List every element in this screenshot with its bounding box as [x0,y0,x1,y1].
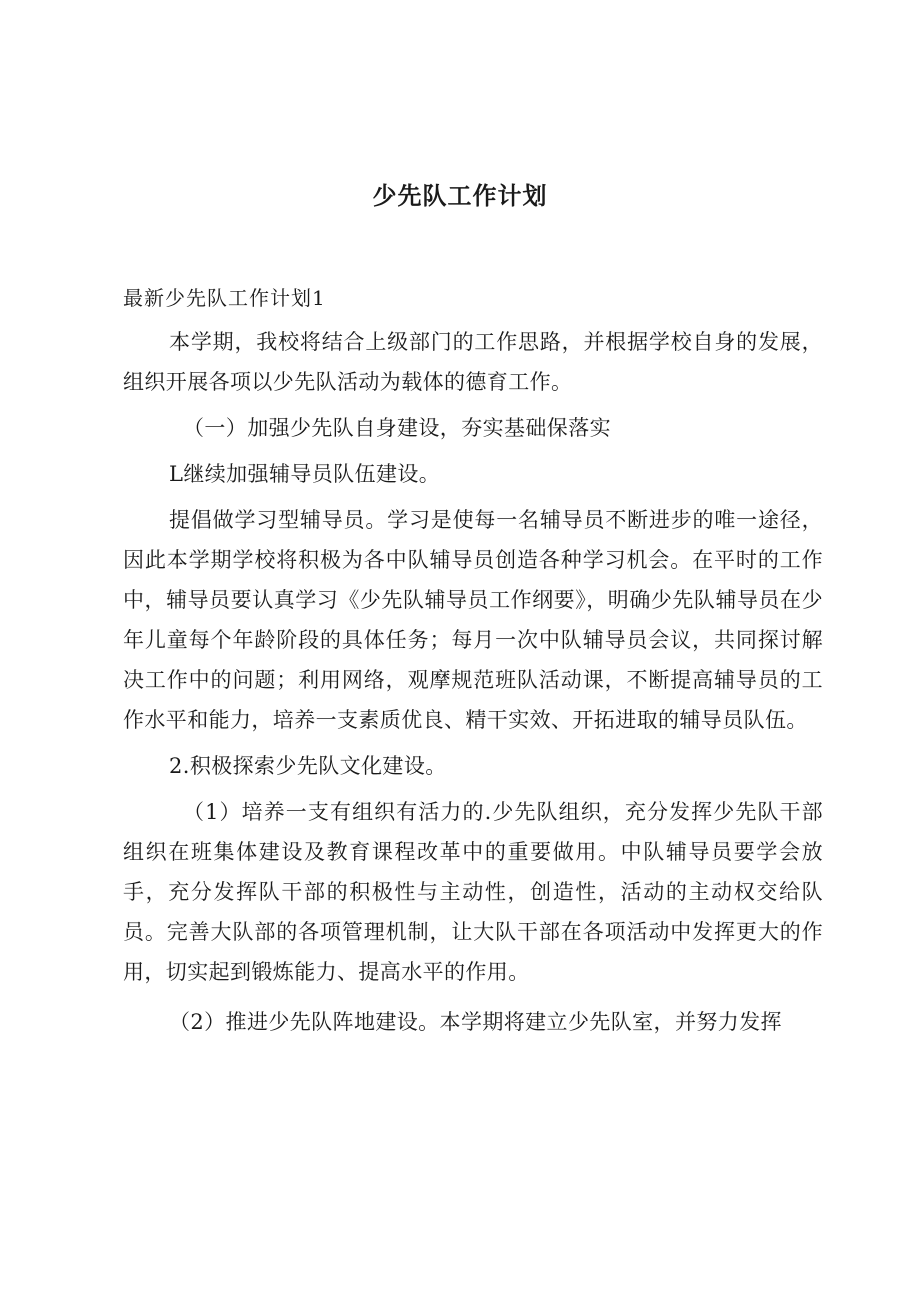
paragraph-organization: （1）培养一支有组织有活力的.少先队组织，充分发挥少先队干部组织在班集体建设及教育课程改革中的重要做用。中队辅导员要学会放手，充分发挥队干部的积极性与主动性，创造性，活动的主动权交给队员。完善大队部的各项管理机制，让大队干部在各项活动中发挥更大的作用，切实起到锻炼能力、提高水平的作用。 [123,800,823,984]
section-heading-1: （一）加强少先队自身建设，夯实基础保落实 [183,416,611,440]
document-title: 少先队工作计划 [372,182,548,210]
document-body [123,322,823,1042]
item-heading-1: L继续加强辅导员队伍建设。 [169,462,441,486]
paragraph-intro: 本学期，我校将结合上级部门的工作思路，并根据学校自身的发展，组织开展各项以少先队活动为载体的德育工作。 [123,330,823,394]
paragraph-position: （2）推进少先队阵地建设。本学期将建立少先队室，并努力发挥 [169,1010,782,1034]
paragraph-counselor: 提倡做学习型辅导员。学习是使每一名辅导员不断进步的唯一途径，因此本学期学校将积极为各中队辅导员创造各种学习机会。在平时的工作中，辅导员要认真学习《少先队辅导员工作纲要》，明确少先队辅导员在少年儿童每个年龄阶段的具体任务；每月一次中队辅导员会议，共同探讨解决工作中的问题；利用网络，观摩规范班队活动课，不断提高辅导员的工作水平和能力，培养一支素质优良、精干实效、开拓进取的辅导员队伍。 [123,508,823,732]
item-heading-2: 2.积极探索少先队文化建设。 [169,754,447,778]
document-subtitle: 最新少先队工作计划1 [123,286,326,310]
